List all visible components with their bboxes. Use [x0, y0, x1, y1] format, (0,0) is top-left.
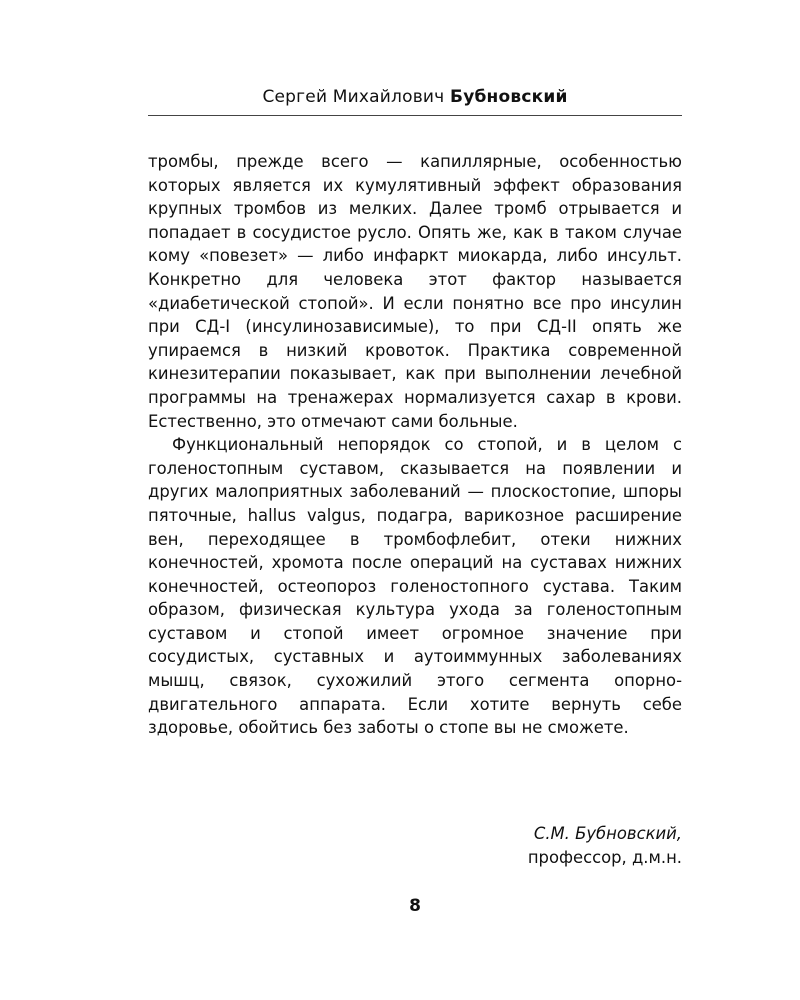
running-header — [148, 86, 682, 108]
header-rule — [148, 115, 682, 116]
body-text — [148, 150, 682, 740]
signature-title: профессор, д.м.н. — [527, 848, 682, 867]
header-author-surname: Бубновский — [450, 87, 568, 107]
signature-name: С.М. Бубновский, — [533, 824, 682, 843]
page-number: 8 — [409, 896, 421, 916]
paragraph: тромбы, прежде всего — капиллярные, особенностью которых является их кумулятивный эффект образования крупных тромбов из мелких. Далее тромб отрывается и попадает в сосудистое русло. Опять же, как в таком случае кому «повезет» — либо инфаркт миокарда, либо инсульт. Конкретно для человека этот фактор называется «диабетической стопой». И если понятно все про инсулин при СД-I (инсулинозависимые), то при СД-II опять же упираемся в низкий кровоток. Практика современной кинезитерапии показывает, как при выполнении лечебной программы на тренажерах нормализуется сахар в крови. Естественно, это отмечают сами больные. — [148, 152, 682, 431]
header-author-name: Сергей Михайлович — [262, 87, 445, 107]
paragraph: Функциональный непорядок со стопой, и в целом с голеностопным суставом, сказывается на появлении и других малоприятных заболеваний — плоскостопие, шпоры пяточные, hallus valgus, подагра, варикозное расширение вен, переходящее в тромбофлебит, отеки нижних конечностей, хромота после операций на суставах нижних конечностей, остеопороз голеностопного сустава. Таким образом, физическая культура ухода за голеностопным суставом и стопой имеет огромное значение при сосудистых, суставных и аутоиммунных заболеваниях мышц, связок, сухожилий этого сегмента опорно-двигательного аппарата. Если хотите вернуть себе здоровье, обойтись без заботы о стопе вы не сможете. — [148, 435, 682, 738]
signature — [148, 822, 682, 870]
